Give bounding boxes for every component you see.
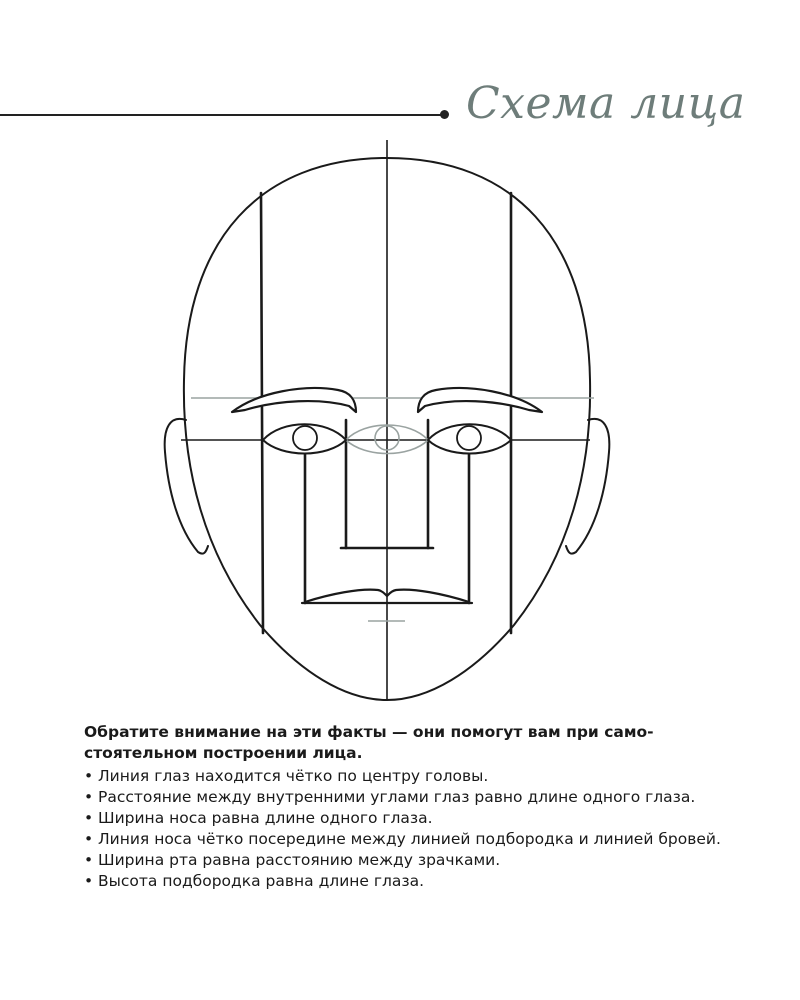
left-head-width-line	[261, 193, 263, 633]
notes-intro-line-2: стоятельном построении лица.	[84, 744, 363, 762]
fact-item: • Высота подбородка равна длине глаза.	[84, 871, 744, 892]
left-eyebrow	[232, 388, 356, 412]
notes-intro-line-1: Обратите внимание на эти факты — они помогут вам при само-	[84, 723, 654, 741]
notes-intro	[84, 722, 744, 764]
fact-item: • Линия носа чётко посередине между линией подбородка и линией бровей.	[84, 829, 744, 850]
page-title: Схема лица	[466, 78, 746, 129]
fact-item: • Линия глаз находится чётко по центру головы.	[84, 766, 744, 787]
fact-item: • Ширина носа равна длине одного глаза.	[84, 808, 744, 829]
right-eyebrow	[418, 388, 542, 412]
fact-item: • Ширина рта равна расстоянию между зрачками.	[84, 850, 744, 871]
fact-item: • Расстояние между внутренними углами глаз равно длине одного глаза.	[84, 787, 744, 808]
facts-list	[84, 766, 744, 892]
notes-section	[84, 722, 744, 892]
